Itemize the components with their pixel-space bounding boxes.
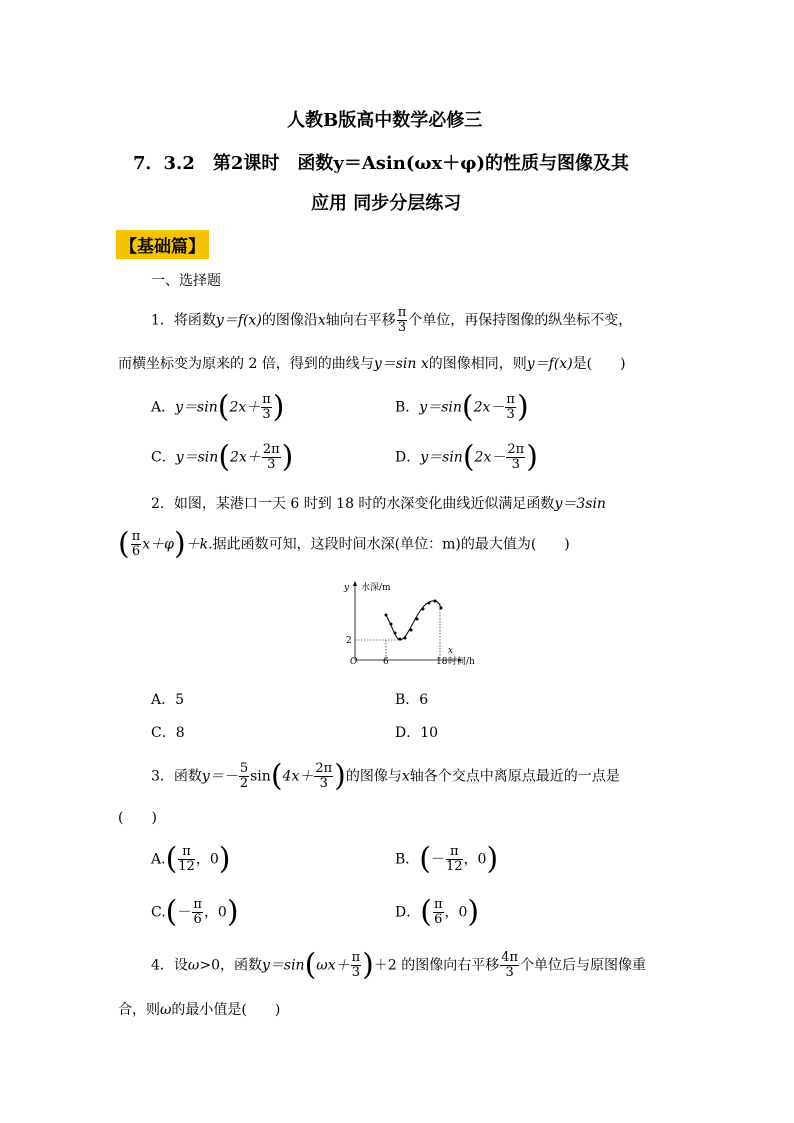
y-axis-letter: y [344,583,350,593]
question-3: 3．函数y＝－ $\frac{5}{2}$ sin(4x＋ $\frac{2\pi}{3}$ )的图像与x轴各个交点中离原点最近的一点是 [151,758,620,794]
q3-option-a[interactable]: A.( $\frac{\pi}{12}$ ，0) [151,841,231,877]
origin-label: O [350,657,358,667]
x-axis-letter: x [448,646,454,656]
x-axis-label: 时间/h [448,657,475,667]
question-4: 4．设ω>0，函数y＝sin(ωx＋ $\frac{\pi}{3}$ )＋2 的图像向右平移 $\frac{4\pi}{3}$ 个单位后与原图像重 [151,947,647,983]
curve-points [385,600,443,641]
q3-option-d[interactable]: D．( $\frac{\pi}{6}$ ，0) [395,894,480,930]
doc-subtitle: 7．3.2 第2课时 函数y＝Asin(ωx＋φ)的性质与图像及其 [133,153,630,174]
q3-option-b[interactable]: B．(－ $\frac{\pi}{12}$ ，0) [395,841,499,877]
question-1: 1．将函数y＝f(x)的图像沿x轴向右平移 $\frac{\pi}{3}$ 个单位，再保持图像的纵坐标不变， [151,305,633,335]
tick-6: 6 [383,657,389,667]
part-title: 一、选择题 [151,273,221,289]
q2-option-b[interactable]: B．6 [395,692,429,708]
question-2: 2．如图，某港口一天 6 时到 18 时的水深变化曲线近似满足函数y＝3sin [151,496,606,512]
question-1-line2: 而横坐标变为原来的 2 倍，得到的曲线与y＝sin x的图像相同，则y＝f(x)是( ) [118,356,626,372]
q3-option-c[interactable]: C.(－ $\frac{\pi}{6}$ ，0) [151,894,239,930]
tick-2: 2 [346,636,352,646]
q1-option-b[interactable]: B．y＝sin(2x－ $\frac{\pi}{3}$ ) [395,389,529,425]
water-depth-figure [330,578,475,673]
q2-option-c[interactable]: C．8 [151,725,185,741]
section-badge: 【基础篇】 [116,230,209,259]
q1-option-a[interactable]: A．y＝sin(2x＋ $\frac{\pi}{3}$ ) [151,389,285,425]
q1-option-c[interactable]: C．y＝sin(2x＋ $\frac{2\pi}{3}$ ) [151,439,294,475]
question-3-paren: ( ) [118,810,157,826]
q2-option-a[interactable]: A．5 [151,692,185,708]
question-2-line2: ( $\frac{\pi}{6}$ x＋φ)＋k.据此函数可知，这段时间水深(单位：m)的最大值为( ) [118,526,570,562]
question-4-line2: 合，则ω的最小值是( ) [118,1002,281,1018]
tick-18: 18 [436,657,448,667]
y-arrow-icon [353,581,357,586]
y-axis-label: 水深/m [361,583,391,593]
doc-title: 人教B版高中数学必修三 [287,110,483,131]
q2-option-d[interactable]: D．10 [395,725,439,741]
doc-subtitle-2: 应用 同步分层练习 [311,193,462,214]
q1-option-d[interactable]: D．y＝sin(2x－ $\frac{2\pi}{3}$ ) [395,439,538,475]
